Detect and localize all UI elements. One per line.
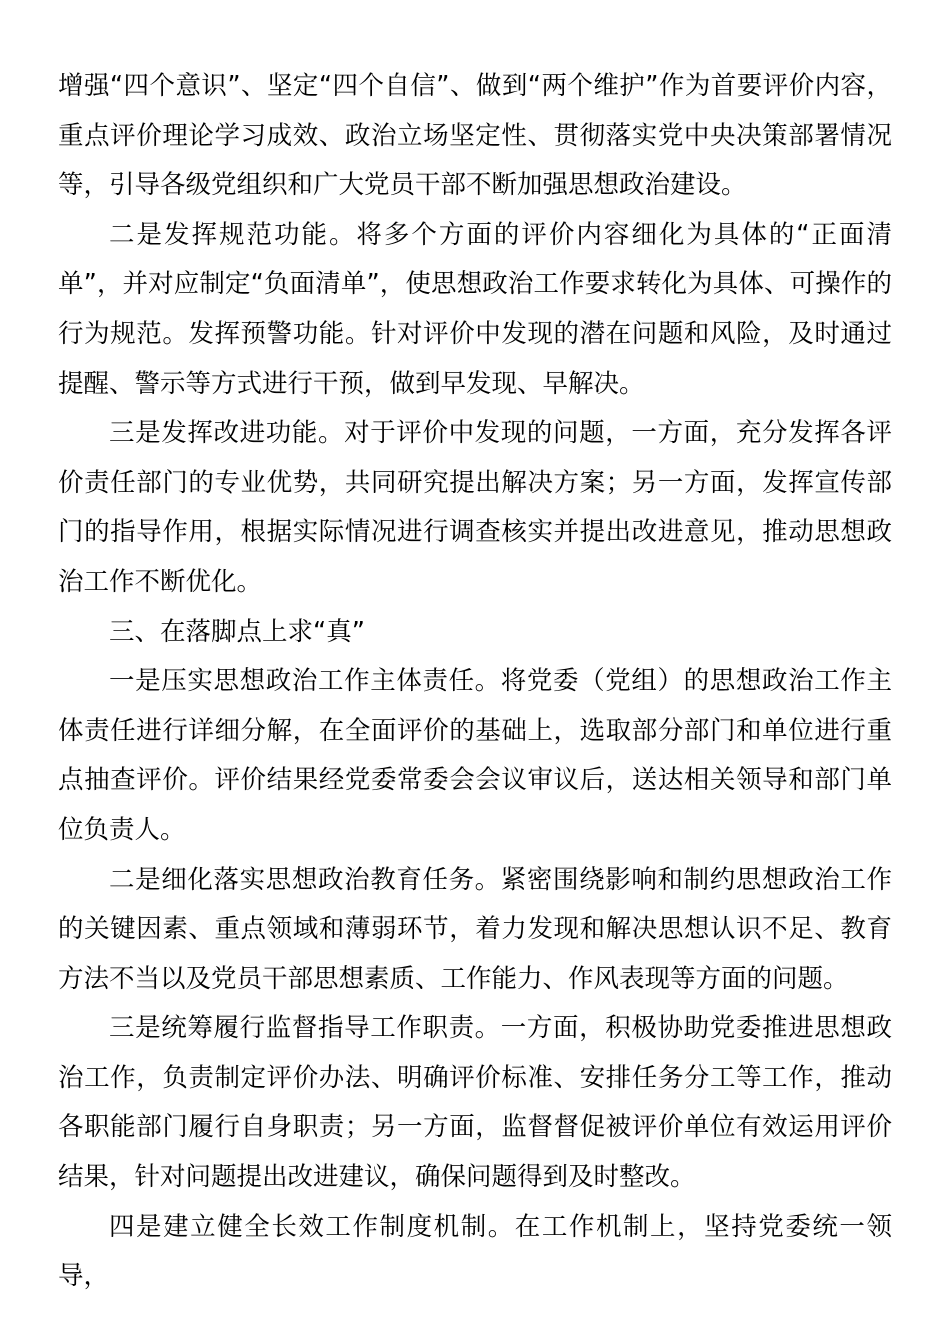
- paragraph-improvement-function: 三是发挥改进功能。对于评价中发现的问题，一方面，充分发挥各评价责任部门的专业优势，共同研究提出解决方案；另一方面，发挥宣传部门的指导作用，根据实际情况进行调查核实并提出改进意见，推动思想政治工作不断优化。: [58, 418, 892, 597]
- paragraph-standardizing-function: 二是发挥规范功能。将多个方面的评价内容细化为具体的“正面清单”，并对应制定“负面清单”，使思想政治工作要求转化为具体、可操作的行为规范。发挥预警功能。针对评价中发现的潜在问题和风险，及时通过提醒、警示等方式进行干预，做到早发现、早解决。: [58, 219, 892, 399]
- section-heading: 三、在落脚点上求“真”: [109, 616, 365, 647]
- document-page: [58, 62, 892, 1302]
- paragraph-supervision-duties: 三是统筹履行监督指导工作职责。一方面，积极协助党委推进思想政治工作，负责制定评价办法、明确评价标准、安排任务分工等工作，推动各职能部门履行自身职责；另一方面，监督督促被评价单位有效运用评价结果，针对问题提出改进建议，确保问题得到及时整改。: [58, 1013, 892, 1193]
- paragraph-long-term-mechanism: 四是建立健全长效工作制度机制。在工作机制上，坚持党委统一领导，: [58, 1211, 892, 1292]
- paragraph-main-responsibility: 一是压实思想政治工作主体责任。将党委（党组）的思想政治工作主体责任进行详细分解，在全面评价的基础上，选取部分部门和单位进行重点抽查评价。评价结果经党委常委会会议审议后，送达相关领导和部门单位负责人。: [58, 666, 892, 845]
- paragraph-continuation: 增强“四个意识”、坚定“四个自信”、做到“两个维护”作为首要评价内容，重点评价理论学习成效、政治立场坚定性、贯彻落实党中央决策部署情况等，引导各级党组织和广大党员干部不断加强思想政治建设。: [58, 71, 892, 201]
- paragraph-education-tasks: 二是细化落实思想政治教育任务。紧密围绕影响和制约思想政治工作的关键因素、重点领域和薄弱环节，着力发现和解决思想认识不足、教育方法不当以及党员干部思想素质、工作能力、作风表现等方面的问题。: [58, 864, 892, 994]
